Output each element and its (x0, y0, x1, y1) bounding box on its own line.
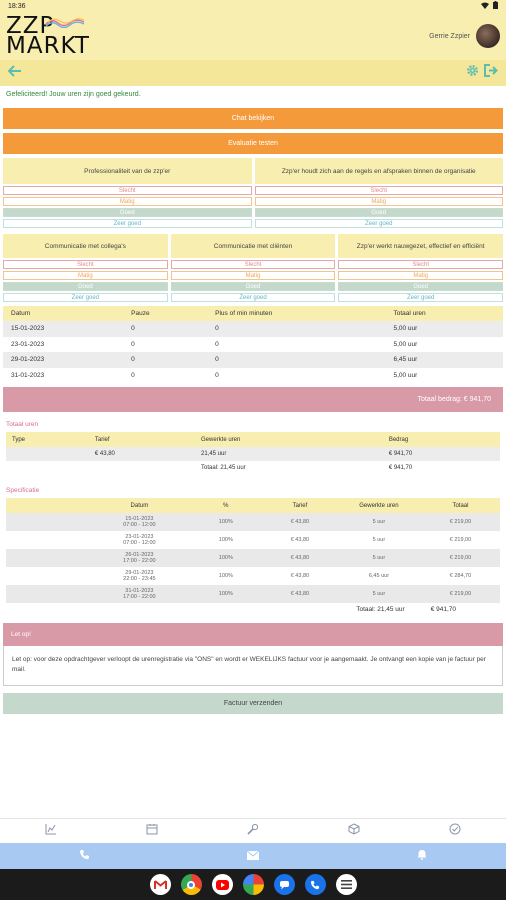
send-invoice-button[interactable]: Factuur verzenden (3, 693, 503, 714)
rating-option-matig[interactable]: Matig (3, 197, 252, 206)
chat-button[interactable]: Chat bekijken (3, 108, 503, 129)
column-header: Datum (90, 498, 189, 513)
toolbar (0, 60, 506, 86)
table-total-row (6, 461, 500, 475)
total-hours: Totaal: 21,45 uur (200, 465, 246, 471)
rating-option-slecht[interactable]: Slecht (3, 186, 252, 195)
table-row: 31-01-2023 17:00 - 22:00 100% € 43,80 5 uur € 219,00 (6, 585, 500, 603)
rating-communicatie-clienten (171, 234, 336, 302)
rating-title: Communicatie met collega's (3, 234, 168, 258)
rating-option-goed[interactable]: Goed (338, 282, 503, 291)
table-row: 26-01-2023 17:00 - 22:00 100% € 43,80 5 uur € 219,00 (6, 549, 500, 567)
status-bar (0, 0, 506, 12)
rating-row (3, 158, 503, 228)
column-header: Bedrag (383, 432, 500, 447)
column-header: Tarief (89, 432, 195, 447)
rating-regels-afspraken (255, 158, 504, 228)
box-icon[interactable] (348, 822, 360, 840)
column-header: Gewerkte uren (195, 432, 383, 447)
table-row: 31-01-2023 0 0 5,00 uur (11, 371, 418, 379)
rating-option-zeer-goed[interactable]: Zeer goed (338, 293, 503, 302)
column-header: Gewerkte uren (337, 498, 421, 513)
bell-icon[interactable] (417, 847, 427, 865)
table-row: 23-01-2023 07:00 - 12:00 100% € 43,80 5 uur € 219,00 (123, 534, 472, 546)
rating-title: Professionaliteit van de zzp'er (3, 158, 252, 184)
total-hours: Totaal: 21,45 uur (356, 606, 405, 613)
wrench-icon[interactable] (247, 822, 259, 840)
app-drawer-icon[interactable] (336, 874, 357, 895)
rating-option-matig[interactable]: Matig (3, 271, 168, 280)
phone-icon[interactable] (79, 847, 90, 865)
rating-title: Zzp'er werkt nauwgezet, effectief en efficiënt (338, 234, 503, 258)
logout-icon[interactable] (484, 64, 498, 82)
total-amount: € 941,70 (430, 606, 456, 613)
rating-option-slecht[interactable]: Slecht (255, 186, 504, 195)
rating-option-goed[interactable]: Goed (3, 208, 252, 217)
column-header: Plus of min minuten (207, 306, 385, 321)
specification-table (6, 498, 500, 603)
status-time: 18:36 (8, 2, 26, 10)
rating-option-goed[interactable]: Goed (3, 282, 168, 291)
rating-option-slecht[interactable]: Slecht (3, 260, 168, 269)
total-amount: € 941,70 (388, 465, 413, 471)
app-header (0, 12, 506, 60)
total-hours-table (6, 432, 500, 475)
rating-option-matig[interactable]: Matig (255, 197, 504, 206)
total-amount: Totaal bedrag: € 941,70 (417, 396, 491, 403)
bottom-navigation (0, 818, 506, 842)
rating-option-zeer-goed[interactable]: Zeer goed (255, 219, 504, 228)
column-header: Totaal uren (385, 306, 503, 321)
chrome-app-icon[interactable] (181, 874, 202, 895)
warning-header: Let op! (3, 623, 503, 646)
rating-option-zeer-goed[interactable]: Zeer goed (3, 219, 252, 228)
rating-title: Communicatie met cliënten (171, 234, 336, 258)
rating-option-goed[interactable]: Goed (255, 208, 504, 217)
column-header: Type (6, 432, 89, 447)
rating-option-matig[interactable]: Matig (338, 271, 503, 280)
column-header: Datum (3, 306, 123, 321)
specification-total (0, 603, 506, 613)
rating-option-slecht[interactable]: Slecht (338, 260, 503, 269)
zzp-markt-logo[interactable]: ZZP MARKT (6, 13, 90, 59)
approval-notice: Gefeliciteerd! Jouw uren zijn goed gekeurd. (6, 91, 141, 98)
rating-option-matig[interactable]: Matig (171, 271, 336, 280)
column-header: Totaal (421, 498, 500, 513)
messages-app-icon[interactable] (274, 874, 295, 895)
chart-icon[interactable] (45, 822, 57, 840)
table-row: 15-01-2023 07:00 - 12:00 100% € 43,80 5 uur € 219,00 (6, 513, 500, 531)
warning-text: Let op: voor deze opdrachtgever verloopt de urenregistratie via "ONS" en wordt er WEKELIJKS factuur voor je aangemaakt. Je ontvangt een kopie van je factuur per mail. (3, 646, 503, 686)
check-circle-icon[interactable] (449, 822, 461, 840)
column-header: Pauze (123, 306, 207, 321)
rating-professionaliteit (3, 158, 252, 228)
rating-communicatie-collegas (3, 234, 168, 302)
table-row: 23-01-2023 0 0 5,00 uur (11, 340, 418, 348)
calendar-icon[interactable] (146, 822, 158, 840)
rating-nauwgezet-efficient (338, 234, 503, 302)
column-header (6, 498, 90, 513)
battery-icon (493, 1, 498, 11)
system-dock (0, 869, 506, 900)
section-title-specificatie: Specificatie (6, 487, 40, 494)
user-name: Gerrie Zzpier (429, 32, 470, 40)
logo-wave-icon (44, 18, 86, 28)
wifi-icon (481, 2, 489, 11)
rating-option-slecht[interactable]: Slecht (171, 260, 336, 269)
table-row: 15-01-2023 0 0 5,00 uur (3, 321, 503, 337)
rating-option-goed[interactable]: Goed (171, 282, 336, 291)
table-row: 29-01-2023 22:00 - 23:45 100% € 43,80 6,45 uur € 284,70 (123, 570, 472, 582)
table-row: 29-01-2023 0 0 6,45 uur (3, 352, 503, 368)
total-amount-bar (3, 387, 503, 412)
gmail-app-icon[interactable] (150, 874, 171, 895)
gear-icon[interactable] (466, 64, 479, 82)
youtube-app-icon[interactable] (212, 874, 233, 895)
column-header: % (189, 498, 263, 513)
photos-app-icon[interactable] (243, 874, 264, 895)
rating-row (3, 234, 503, 302)
contact-bar (0, 843, 506, 869)
rating-option-zeer-goed[interactable]: Zeer goed (3, 293, 168, 302)
avatar[interactable] (476, 24, 500, 48)
phone-app-icon[interactable] (305, 874, 326, 895)
evaluation-button[interactable]: Evaluatie testen (3, 133, 503, 154)
hours-table (3, 306, 503, 383)
mail-icon[interactable] (247, 847, 259, 865)
table-row: € 43,80 21,45 uur € 941,70 (6, 447, 500, 461)
back-arrow-icon[interactable] (8, 64, 22, 82)
column-header: Tarief (263, 498, 337, 513)
section-title-totaal-uren: Totaal uren (6, 421, 39, 428)
rating-option-zeer-goed[interactable]: Zeer goed (171, 293, 336, 302)
user-profile[interactable] (429, 24, 500, 48)
rating-title: Zzp'er houdt zich aan de regels en afspraken binnen de organisatie (255, 158, 504, 184)
